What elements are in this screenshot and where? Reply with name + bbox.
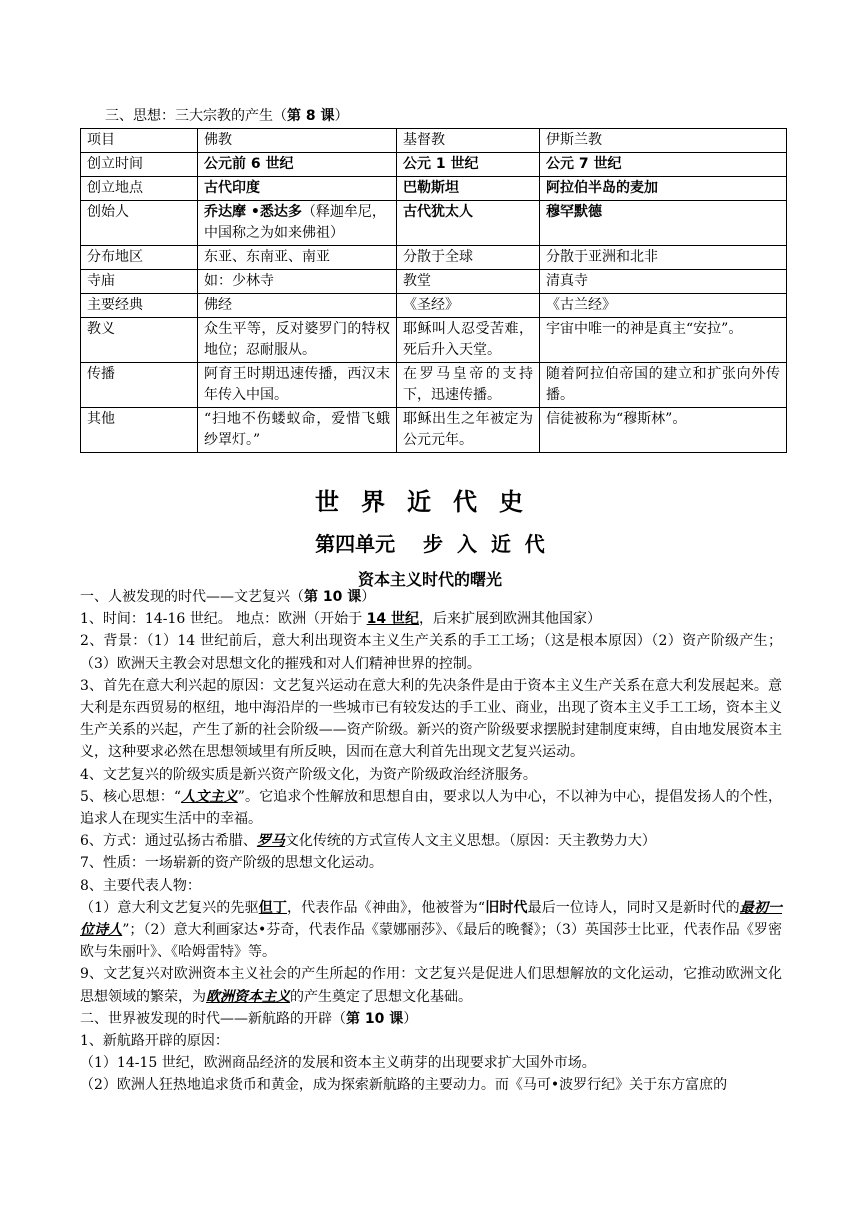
text-run: 6、方式：通过弘扬古希腊、 (80, 833, 257, 850)
table-caption (105, 106, 349, 126)
paragraph (80, 897, 782, 964)
table-row (81, 177, 787, 201)
table-cell (198, 201, 397, 246)
row-label: 创始人 (81, 201, 198, 246)
text-run: 最后一位诗人，同时又是新时代的 (527, 899, 740, 916)
heading-end: ） (361, 589, 376, 605)
table-cell: 分散于亚洲和北非 (540, 246, 787, 270)
key-term: 但丁 (258, 899, 287, 916)
table-cell: 教堂 (397, 270, 540, 294)
paragraph (80, 608, 782, 630)
row-label: 传播 (81, 363, 198, 408)
table-cell: 分散于全球 (397, 246, 540, 270)
table-cell: 公元 1 世纪 (397, 153, 540, 177)
paragraph: 4、文艺复兴的阶级实质是新兴资产阶级文化，为资产阶级政治经济服务。 (80, 766, 537, 783)
text-run: ，代表作品《神曲》，他被誉为“ (286, 899, 486, 916)
caption-end: ） (334, 108, 349, 124)
table-cell: 阿拉伯半岛的麦加 (540, 177, 787, 201)
header-cell: 伊斯兰教 (540, 129, 787, 153)
row-label: 创立时间 (81, 153, 198, 177)
table-cell: 《古兰经》 (540, 294, 787, 318)
key-term: 罗马 (256, 833, 285, 850)
heading-text: 一、人被发现的时代——文艺复兴（ (80, 589, 304, 605)
text-run: ”；（2）意大利画家达•芬奇，代表作品《蒙娜丽莎》、《最后的晚餐》；（3）英国莎士比亚，代表作品《罗密欧与朱丽叶》、《哈姆雷特》等。 (80, 922, 782, 961)
text-run: 5、核心思想：“ (80, 788, 182, 805)
table-cell: 众生平等，反对婆罗门的特权地位；忍耐服从。 (198, 318, 397, 363)
paragraph: 2、背景：（1）14 世纪前后，意大利出现资本主义生产关系的手工工场；（这是根本原因）（2）资产阶级产生；（3）欧洲天主教会对思想文化的摧残和对人们精神世界的控制。 (80, 633, 782, 672)
table-cell: 巴勒斯坦 (397, 177, 540, 201)
paragraph: 3、首先在意大利兴起的原因：文艺复兴运动在意大利的先决条件是由于资本主义生产关系在意大利发展起来。意大利是东西贸易的枢纽，地中海沿岸的一些城市已有较发达的手工业、商业，出现了资本主义手工工场，资本主义生产关系的兴起，产生了新的社会阶级——资产阶级。新兴的资产阶级要求摆脱封建制度束缚，自由地发展资本主义，这种要求必然在思想领域里有所反映，因而在意大利首先出现文艺复兴运动。 (80, 677, 782, 761)
table-header-row (81, 129, 787, 153)
key-term: 最初一位诗人 (80, 899, 782, 939)
table-cell: 如：少林寺 (198, 270, 397, 294)
caption-lesson: 第 8 课 (287, 108, 335, 124)
text-run: 的产生奠定了思想文化基础。 (290, 988, 472, 1005)
founder-name: 乔达摩 •悉达多 (204, 204, 302, 220)
text-run: ”。它追求个性解放和思想自由，要求以人为中心，不以神为中心，提倡发扬人的个性，追求人在现实生活中的幸福。 (80, 788, 783, 828)
row-label: 其他 (81, 408, 198, 453)
table-cell: 公元 7 世纪 (540, 153, 787, 177)
table-cell: 耶稣叫人忍受苦难，死后升入天堂。 (397, 318, 540, 363)
key-term: 旧时代 (485, 899, 528, 916)
paragraph (80, 963, 782, 1007)
paragraph: 8、主要代表人物： (80, 877, 201, 894)
text-run: 1、时间：14-16 世纪。 地点：欧洲（开始于 (80, 611, 367, 628)
chapter-title: 资本主义时代的曙光 (357, 570, 502, 589)
header-cell: 基督教 (397, 129, 540, 153)
table-cell: 古代印度 (198, 177, 397, 201)
table-cell: 在罗马皇帝的支持下，迅速传播。 (397, 363, 540, 408)
header-cell: 佛教 (198, 129, 397, 153)
unit-title: 第四单元 步 入 近 代 (315, 532, 545, 556)
table-row (81, 294, 787, 318)
text-run: 9、文艺复兴对欧洲资本主义社会的产生所起的作用：文艺复兴是促进人们思想解放的文化运动，它推动欧洲文化思想领域的繁荣，为 (80, 966, 782, 1005)
table-row (81, 246, 787, 270)
table-row (81, 201, 787, 246)
table-cell: 古代犹太人 (397, 201, 540, 246)
paragraph: 1、新航路开辟的原因： (80, 1033, 229, 1050)
row-label: 主要经典 (81, 294, 198, 318)
table-row (81, 363, 787, 408)
table-row (81, 318, 787, 363)
paragraph: （1）14-15 世纪，欧洲商品经济的发展和资本主义萌芽的出现要求扩大国外市场。 (80, 1055, 596, 1072)
paragraph (80, 830, 782, 852)
table-row (81, 153, 787, 177)
table-cell: 东亚、东南亚、南亚 (198, 246, 397, 270)
table-cell: 穆罕默德 (540, 201, 787, 246)
section-heading (80, 586, 782, 608)
section-heading (80, 1008, 782, 1030)
row-label: 创立地点 (81, 177, 198, 201)
header-cell: 项目 (81, 129, 198, 153)
caption-text: 三、思想：三大宗教的产生（ (105, 108, 287, 124)
text-run: ，后来扩展到欧洲其他国家） (418, 611, 601, 628)
row-label: 寺庙 (81, 270, 198, 294)
table-row (81, 408, 787, 453)
table-cell: 宇宙中唯一的神是真主“安拉”。 (540, 318, 787, 363)
table-cell: 耶稣出生之年被定为公元元年。 (397, 408, 540, 453)
heading-text: 二、世界被发现的时代——新航路的开辟（ (80, 1010, 346, 1027)
table-cell: “扫地不伤蝼蚁命，爱惜飞蛾纱罩灯。” (198, 408, 397, 453)
paragraph: （2）欧洲人狂热地追求货币和黄金，成为探索新航路的主要动力。而《马可•波罗行纪》关于东方富庶的 (80, 1077, 728, 1094)
key-term: 欧洲资本主义 (206, 988, 290, 1005)
heading-lesson: 第 10 课 (304, 589, 362, 605)
text-run: 文化传统的方式宣传人文主义思想。（原因：天主教势力大） (284, 833, 656, 850)
table-cell: 随着阿拉伯帝国的建立和扩张向外传播。 (540, 363, 787, 408)
paragraph (80, 786, 782, 830)
text-run: （1）意大利文艺复兴的先驱 (80, 899, 259, 916)
key-term: 人文主义 (181, 788, 238, 805)
key-term: 14 世纪 (366, 611, 419, 628)
religions-table (80, 128, 787, 453)
heading-end: ） (403, 1010, 418, 1027)
notes-body (80, 586, 782, 1097)
table-cell: 信徒被称为“穆斯林”。 (540, 408, 787, 453)
founder-note: （释迦牟尼，中国称之为如来佛祖） (204, 204, 386, 241)
part-title: 世界近代史 (315, 488, 545, 516)
table-cell: 清真寺 (540, 270, 787, 294)
table-row (81, 270, 787, 294)
row-label: 分布地区 (81, 246, 198, 270)
table-cell: 佛经 (198, 294, 397, 318)
table-cell: 《圣经》 (397, 294, 540, 318)
paragraph: 7、性质：一场崭新的资产阶级的思想文化运动。 (80, 855, 383, 872)
row-label: 教义 (81, 318, 198, 363)
table-cell: 阿育王时期迅速传播，西汉末年传入中国。 (198, 363, 397, 408)
table-cell: 公元前 6 世纪 (198, 153, 397, 177)
heading-lesson: 第 10 课 (346, 1010, 404, 1027)
